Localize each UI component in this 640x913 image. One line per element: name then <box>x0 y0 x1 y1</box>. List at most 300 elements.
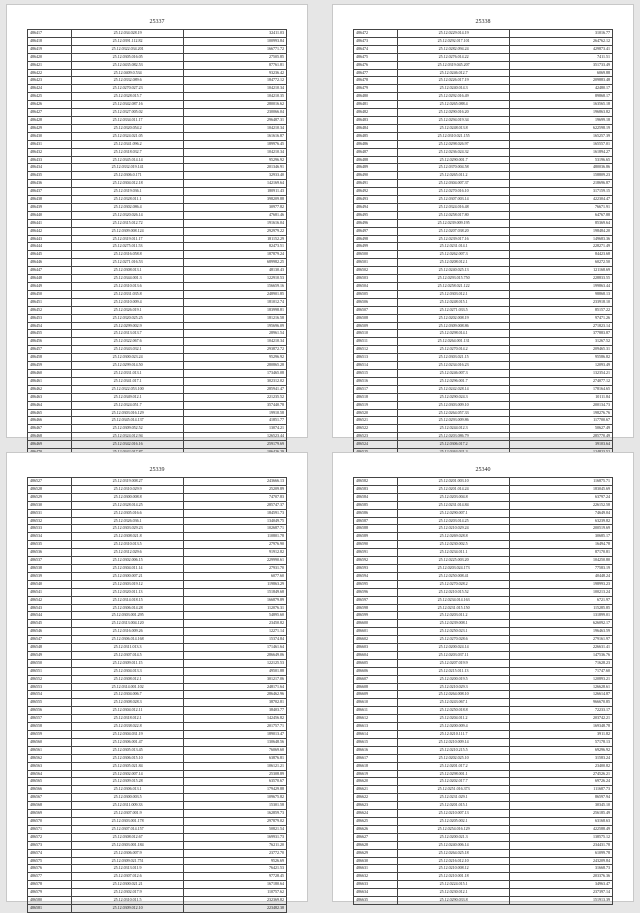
table-row <box>28 683 287 691</box>
code-cell: 25.12.0225.003.20 <box>397 557 509 565</box>
code-cell: 25.12.0258.017.80 <box>397 211 509 219</box>
table-row <box>28 409 287 417</box>
amount-cell: 61099.78 <box>510 849 613 857</box>
code-cell: 25.12.0319.008.27 <box>71 478 183 486</box>
row-id-cell: 486549 <box>28 651 72 659</box>
row-id-cell: 486445 <box>28 251 72 259</box>
code-cell: 25.12.0306.015.10 <box>71 754 183 762</box>
table-row <box>354 533 613 541</box>
row-id-cell: 486509 <box>354 322 398 330</box>
row-id-cell: 486496 <box>354 219 398 227</box>
table-row <box>354 580 613 588</box>
amount-cell: 126628.61 <box>510 683 613 691</box>
row-id-cell: 486436 <box>28 180 72 188</box>
code-cell: 25.12.0328.015.7 <box>71 93 183 101</box>
code-cell: 25.12.0200.019.5 <box>397 675 509 683</box>
row-id-cell: 486536 <box>28 549 72 557</box>
table-row <box>354 109 613 117</box>
row-id-cell: 486628 <box>354 841 398 849</box>
table-row <box>28 865 287 873</box>
table-row <box>354 667 613 675</box>
amount-cell: 69296.92 <box>510 746 613 754</box>
row-id-cell: 486499 <box>354 243 398 251</box>
row-id-cell: 486435 <box>28 172 72 180</box>
row-id-cell: 486561 <box>28 746 72 754</box>
table-row <box>28 636 287 644</box>
amount-cell: 301217.06 <box>184 675 287 683</box>
row-id-cell: 486457 <box>28 346 72 354</box>
row-id-cell: 486535 <box>28 541 72 549</box>
row-id-cell: 486587 <box>354 517 398 525</box>
code-cell: 25.12.0309.011.15 <box>71 659 183 667</box>
table-row <box>28 596 287 604</box>
code-cell: 25.12.0310.013.5 <box>71 541 183 549</box>
row-id-cell: 486528 <box>28 485 72 493</box>
amount-cell: 223482.38 <box>184 904 287 912</box>
row-id-cell: 486592 <box>354 557 398 565</box>
row-id-cell: 486529 <box>28 493 72 501</box>
row-id-cell: 486530 <box>28 501 72 509</box>
row-id-cell: 486602 <box>354 636 398 644</box>
table-row <box>354 754 613 762</box>
amount-cell: 151913.39 <box>510 897 613 905</box>
code-cell: 25.12.0298.001.1 <box>397 770 509 778</box>
amount-cell: 122125.53 <box>184 659 287 667</box>
code-cell: 25.12.0239.017.16 <box>397 235 509 243</box>
page-title: 25340 <box>475 467 491 473</box>
table-row <box>354 525 613 533</box>
amount-cell: 198276.76 <box>510 409 613 417</box>
code-cell: 25.12.0264.008.10 <box>397 691 509 699</box>
row-id-cell: 486580 <box>28 897 72 905</box>
row-id-cell: 486515 <box>354 369 398 377</box>
row-id-cell: 486465 <box>28 409 72 417</box>
row-id-cell: 486569 <box>28 810 72 818</box>
table-row <box>354 259 613 267</box>
row-id-cell: 486558 <box>28 723 72 731</box>
amount-cell: 292979.22 <box>184 227 287 235</box>
row-id-cell: 486485 <box>354 132 398 140</box>
row-id-cell: 486616 <box>354 746 398 754</box>
table-row <box>28 338 287 346</box>
row-id-cell: 486600 <box>354 620 398 628</box>
amount-cell: 82473.51 <box>184 243 287 251</box>
row-id-cell: 486565 <box>28 778 72 786</box>
table-row <box>28 322 287 330</box>
amount-cell: 271823.14 <box>510 322 613 330</box>
row-id-cell: 486577 <box>28 873 72 881</box>
amount-cell: 104250.80 <box>510 557 613 565</box>
code-cell: 25.12.0303.029.23 <box>71 525 183 533</box>
row-id-cell: 486446 <box>28 259 72 267</box>
code-cell: 25.12.0210.009.14 <box>397 738 509 746</box>
table-row <box>354 338 613 346</box>
row-id-cell: 486576 <box>28 865 72 873</box>
code-cell: 25.12.0250.008.41 <box>397 572 509 580</box>
table-row <box>354 377 613 385</box>
amount-cell: 181012.74 <box>184 298 287 306</box>
code-cell: 25.12.0409.0.534 <box>71 69 183 77</box>
amount-cell: 25308.89 <box>184 770 287 778</box>
table-row <box>28 833 287 841</box>
table-row <box>354 691 613 699</box>
code-cell: 25.12.0234.016.23 <box>397 362 509 370</box>
code-cell: 25.12.0307.001.9 <box>71 810 183 818</box>
amount-cell: 166771.72 <box>184 45 287 53</box>
code-cell: 25.12.0254.016.129 <box>397 825 509 833</box>
table-row <box>28 227 287 235</box>
table-row <box>28 267 287 275</box>
row-id-cell: 486497 <box>354 227 398 235</box>
code-cell: 25.12.0306.007.9 <box>71 849 183 857</box>
table-row <box>28 377 287 385</box>
table-row <box>354 85 613 93</box>
table-row <box>28 604 287 612</box>
code-cell: 25.12.0326.019.1 <box>71 306 183 314</box>
code-cell: 25.12.0435.082.53 <box>71 61 183 69</box>
row-id-cell: 486545 <box>28 620 72 628</box>
code-cell: 25.12.0306.013.1 <box>71 786 183 794</box>
row-id-cell: 486514 <box>354 362 398 370</box>
row-id-cell: 486543 <box>28 604 72 612</box>
table-row <box>28 53 287 61</box>
row-id-cell: 486494 <box>354 203 398 211</box>
code-cell: 25.12.0314.018.15 <box>71 596 183 604</box>
amount-cell: 234431.78 <box>510 841 613 849</box>
data-table <box>353 29 613 465</box>
row-id-cell: 486453 <box>28 314 72 322</box>
code-cell: 25.12.0224.015.1 <box>397 881 509 889</box>
code-cell: 25.12.0231.015.150 <box>397 604 509 612</box>
code-cell: 25.12.0250.018.8 <box>397 707 509 715</box>
row-id-cell: 486531 <box>28 509 72 517</box>
amount-cell: 95296.92 <box>184 156 287 164</box>
table-row <box>28 30 287 38</box>
amount-cell: 317159.15 <box>510 188 613 196</box>
table-row <box>28 330 287 338</box>
code-cell: 25.12.0226.017.19 <box>397 77 509 85</box>
row-id-cell: 486467 <box>28 425 72 433</box>
amount-cell: 209465.31 <box>510 346 613 354</box>
table-row <box>354 227 613 235</box>
code-cell: 25.12.0210.215.5 <box>397 746 509 754</box>
code-cell: 25.12.0246.007.3 <box>397 369 509 377</box>
row-id-cell: 486452 <box>28 306 72 314</box>
table-row <box>28 61 287 69</box>
table-row <box>28 433 287 441</box>
code-cell: 25.12.0322.034.201 <box>71 45 183 53</box>
row-id-cell: 486459 <box>28 362 72 370</box>
row-id-cell: 486622 <box>354 794 398 802</box>
row-id-cell: 486567 <box>28 794 72 802</box>
code-cell: 25.12.0306.014.28 <box>71 604 183 612</box>
row-id-cell: 486464 <box>28 401 72 409</box>
row-id-cell: 486425 <box>28 93 72 101</box>
code-cell: 25.12.0322.053.100 <box>71 385 183 393</box>
table-row <box>28 580 287 588</box>
row-id-cell: 486582 <box>354 478 398 486</box>
table-row <box>28 425 287 433</box>
table-row <box>354 290 613 298</box>
table-row <box>28 794 287 802</box>
code-cell: 25.12.0290.007.1 <box>397 509 509 517</box>
code-cell: 25.12.0298.026.97 <box>397 140 509 148</box>
amount-cell: 19699.18 <box>510 116 613 124</box>
amount-cell: 112076.31 <box>184 604 287 612</box>
code-cell: 25.12.0309.008.124 <box>71 227 183 235</box>
code-cell: 25.12.0231.029.1 <box>397 794 509 802</box>
code-cell: 25.12.0290.033.8 <box>397 897 509 905</box>
code-cell: 25.12.0320.025.25 <box>71 314 183 322</box>
row-id-cell: 486625 <box>354 817 398 825</box>
amount-cell: 161894.27 <box>510 148 613 156</box>
amount-cell: 104210.34 <box>184 124 287 132</box>
code-cell: 25.12.0282.094.24 <box>397 45 509 53</box>
code-cell: 25.12.0299.002.9 <box>71 322 183 330</box>
row-id-cell: 486493 <box>354 196 398 204</box>
code-cell: 25.12.0313.004.120 <box>71 620 183 628</box>
row-id-cell: 486440 <box>28 211 72 219</box>
row-id-cell: 486550 <box>28 659 72 667</box>
table-row <box>28 651 287 659</box>
amount-cell: 9526.69 <box>184 857 287 865</box>
amount-cell: 49501.88 <box>184 667 287 675</box>
amount-cell: 203742.21 <box>510 715 613 723</box>
row-id-cell: 486581 <box>28 904 72 912</box>
amount-cell: 32411.03 <box>184 30 287 38</box>
code-cell: 25.12.0341.017.1 <box>71 377 183 385</box>
code-cell: 25.12.0315.012.72 <box>71 219 183 227</box>
amount-cell: 27505.85 <box>184 53 287 61</box>
code-cell: 25.12.0310.011.5 <box>71 897 183 905</box>
table-row <box>354 478 613 486</box>
code-cell: 25.12.0210.015.52 <box>397 588 509 596</box>
row-id-cell: 486594 <box>354 572 398 580</box>
code-cell: 25.12.0239.009.195 <box>397 219 509 227</box>
code-cell: 25.12.0270.016.10 <box>397 188 509 196</box>
amount-cell: 74649.04 <box>510 509 613 517</box>
amount-cell: 63797.24 <box>510 493 613 501</box>
code-cell: 25.12.0342.087.16 <box>71 101 183 109</box>
row-id-cell: 486556 <box>28 707 72 715</box>
code-cell: 25.12.0313.013.7 <box>71 330 183 338</box>
table-row <box>354 124 613 132</box>
table-row <box>354 433 613 441</box>
code-cell: 25.12.0216.012.10 <box>397 857 509 865</box>
amount-cell: 134049.75 <box>184 517 287 525</box>
code-cell: 25.12.0310.013.6 <box>71 283 183 291</box>
table-row <box>354 211 613 219</box>
table-row <box>354 267 613 275</box>
row-id-cell: 486500 <box>354 251 398 259</box>
code-cell: 25.12.0304.012.11 <box>71 707 183 715</box>
row-id-cell: 486472 <box>354 30 398 38</box>
table-row <box>28 731 287 739</box>
amount-cell: 16494.78 <box>510 541 613 549</box>
amount-cell: 274077.12 <box>510 377 613 385</box>
code-cell: 25.12.0203.086.79 <box>397 433 509 441</box>
table-row <box>28 557 287 565</box>
amount-cell: 71747.60 <box>510 667 613 675</box>
amount-cell: 32933.40 <box>184 172 287 180</box>
code-cell: 25.12.0303.001.178 <box>71 817 183 825</box>
table-row <box>28 786 287 794</box>
code-cell: 25.12.0298.014.1 <box>397 330 509 338</box>
row-id-cell: 486553 <box>28 683 72 691</box>
row-id-cell: 486595 <box>354 580 398 588</box>
amount-cell: 104210.34 <box>184 85 287 93</box>
code-cell: 25.12.0270.028.6 <box>397 636 509 644</box>
row-id-cell: 486443 <box>28 235 72 243</box>
row-id-cell: 486433 <box>28 156 72 164</box>
code-cell: 25.12.0203.014.25 <box>397 517 509 525</box>
code-cell: 25.12.0305.016.6 <box>71 509 183 517</box>
table-row <box>28 628 287 636</box>
amount-cell: 351733.49 <box>510 61 613 69</box>
row-id-cell: 486477 <box>354 69 398 77</box>
code-cell: 25.12.0229.014.19 <box>397 30 509 38</box>
table-row <box>28 314 287 322</box>
row-id-cell: 486634 <box>354 889 398 897</box>
amount-cell: 147536.76 <box>510 651 613 659</box>
table-row <box>354 509 613 517</box>
code-cell: 25.12.0328.011.1 <box>71 196 183 204</box>
amount-cell: 142456.82 <box>184 715 287 723</box>
row-id-cell: 486575 <box>28 857 72 865</box>
amount-cell: 142169.64 <box>184 180 287 188</box>
code-cell: 25.12.0331.035.8 <box>71 290 183 298</box>
amount-cell: 110757.62 <box>184 889 287 897</box>
amount-cell: 40448.24 <box>510 572 613 580</box>
table-row <box>354 235 613 243</box>
row-id-cell: 486432 <box>28 148 72 156</box>
row-id-cell: 486583 <box>354 485 398 493</box>
amount-cell: 622598.19 <box>510 124 613 132</box>
row-id-cell: 486609 <box>354 691 398 699</box>
row-id-cell: 486462 <box>28 385 72 393</box>
row-id-cell: 486426 <box>28 101 72 109</box>
code-cell: 25.12.0201.015.1 <box>397 802 509 810</box>
amount-cell: 76211.20 <box>184 841 287 849</box>
amount-cell: 169931.73 <box>184 833 287 841</box>
table-row <box>28 778 287 786</box>
table-row <box>354 644 613 652</box>
table-row <box>28 857 287 865</box>
code-cell: 25.12.0201.017.2 <box>397 762 509 770</box>
amount-cell: 237397.14 <box>510 889 613 897</box>
code-cell: 25.12.0236.024.32 <box>397 148 509 156</box>
amount-cell: 91912.82 <box>184 549 287 557</box>
row-id-cell: 486495 <box>354 211 398 219</box>
row-id-cell: 486502 <box>354 267 398 275</box>
table-row <box>354 298 613 306</box>
code-cell: 25.12.0210.001.18 <box>397 873 509 881</box>
amount-cell: 97728.45 <box>184 873 287 881</box>
code-cell: 25.12.0308.013.1 <box>71 267 183 275</box>
amount-cell: 259179.69 <box>184 441 287 449</box>
amount-cell: 196463.59 <box>510 628 613 636</box>
table-row <box>354 857 613 865</box>
code-cell: 25.12.0200.021.3 <box>397 833 509 841</box>
table-row <box>28 667 287 675</box>
amount-cell: 30345.10 <box>510 802 613 810</box>
code-cell: 25.12.0303.019.12 <box>71 580 183 588</box>
table-row <box>354 746 613 754</box>
row-id-cell: 486450 <box>28 290 72 298</box>
row-id-cell: 486488 <box>354 156 398 164</box>
amount-cell: 50627.49 <box>510 425 613 433</box>
row-id-cell: 486568 <box>28 802 72 810</box>
amount-cell: 95296.92 <box>184 354 287 362</box>
table-row <box>28 243 287 251</box>
code-cell: 25.12.0391.112.82 <box>71 37 183 45</box>
amount-cell: 85157.22 <box>510 306 613 314</box>
code-cell: 25.12.0307.014.5 <box>71 651 183 659</box>
table-row <box>354 715 613 723</box>
amount-cell: 689982.25 <box>184 259 287 267</box>
row-id-cell: 486503 <box>354 275 398 283</box>
code-cell: 25.12.0310.021.155 <box>397 132 509 140</box>
table-row <box>354 731 613 739</box>
code-cell: 25.12.0308.028.3 <box>71 699 183 707</box>
table-row <box>28 525 287 533</box>
code-cell: 25.12.0320.054.2 <box>71 124 183 132</box>
amount-cell: 131899.01 <box>510 612 613 620</box>
code-cell: 25.12.0203.004.8 <box>397 493 509 501</box>
row-id-cell: 486520 <box>354 409 398 417</box>
amount-cell: 117700.67 <box>510 417 613 425</box>
code-cell: 25.12.0319.045.207 <box>397 61 509 69</box>
row-id-cell: 486548 <box>28 644 72 652</box>
amount-cell: 6721.97 <box>510 596 613 604</box>
table-row <box>354 588 613 596</box>
code-cell: 25.12.0210.007.13 <box>397 810 509 818</box>
amount-cell: 165257.39 <box>510 132 613 140</box>
table-row <box>354 362 613 370</box>
amount-cell: 121168.69 <box>510 267 613 275</box>
table-row <box>28 612 287 620</box>
amount-cell: 104210.34 <box>184 338 287 346</box>
document-page-3 <box>6 452 308 910</box>
amount-cell: 226152.58 <box>510 501 613 509</box>
row-id-cell: 486483 <box>354 116 398 124</box>
code-cell: 25.12.0302.086.4 <box>71 203 183 211</box>
row-id-cell: 486473 <box>354 37 398 45</box>
table-row <box>354 889 613 897</box>
amount-cell: 39103.64 <box>510 441 613 449</box>
code-cell: 25.12.0292.016.49 <box>397 93 509 101</box>
table-row <box>354 93 613 101</box>
amount-cell: 422588.49 <box>510 825 613 833</box>
code-cell: 25.12.0342.016.16 <box>71 441 183 449</box>
amount-cell: 102687.71 <box>184 525 287 533</box>
table-row <box>354 37 613 45</box>
amount-cell: 243209.84 <box>510 857 613 865</box>
code-cell: 25.12.0303.021.15 <box>397 354 509 362</box>
code-cell: 25.12.0271.033.5 <box>397 306 509 314</box>
row-id-cell: 486427 <box>28 109 72 117</box>
amount-cell: 64767.88 <box>510 211 613 219</box>
row-id-cell: 486460 <box>28 369 72 377</box>
table-row <box>354 873 613 881</box>
code-cell: 25.12.0322.067.6 <box>71 338 183 346</box>
amount-cell: 285941.47 <box>184 385 287 393</box>
table-row <box>28 140 287 148</box>
table-row <box>354 164 613 172</box>
amount-cell: 302312.02 <box>184 377 287 385</box>
amount-cell: 100993.84 <box>184 37 287 45</box>
row-id-cell: 486521 <box>354 417 398 425</box>
